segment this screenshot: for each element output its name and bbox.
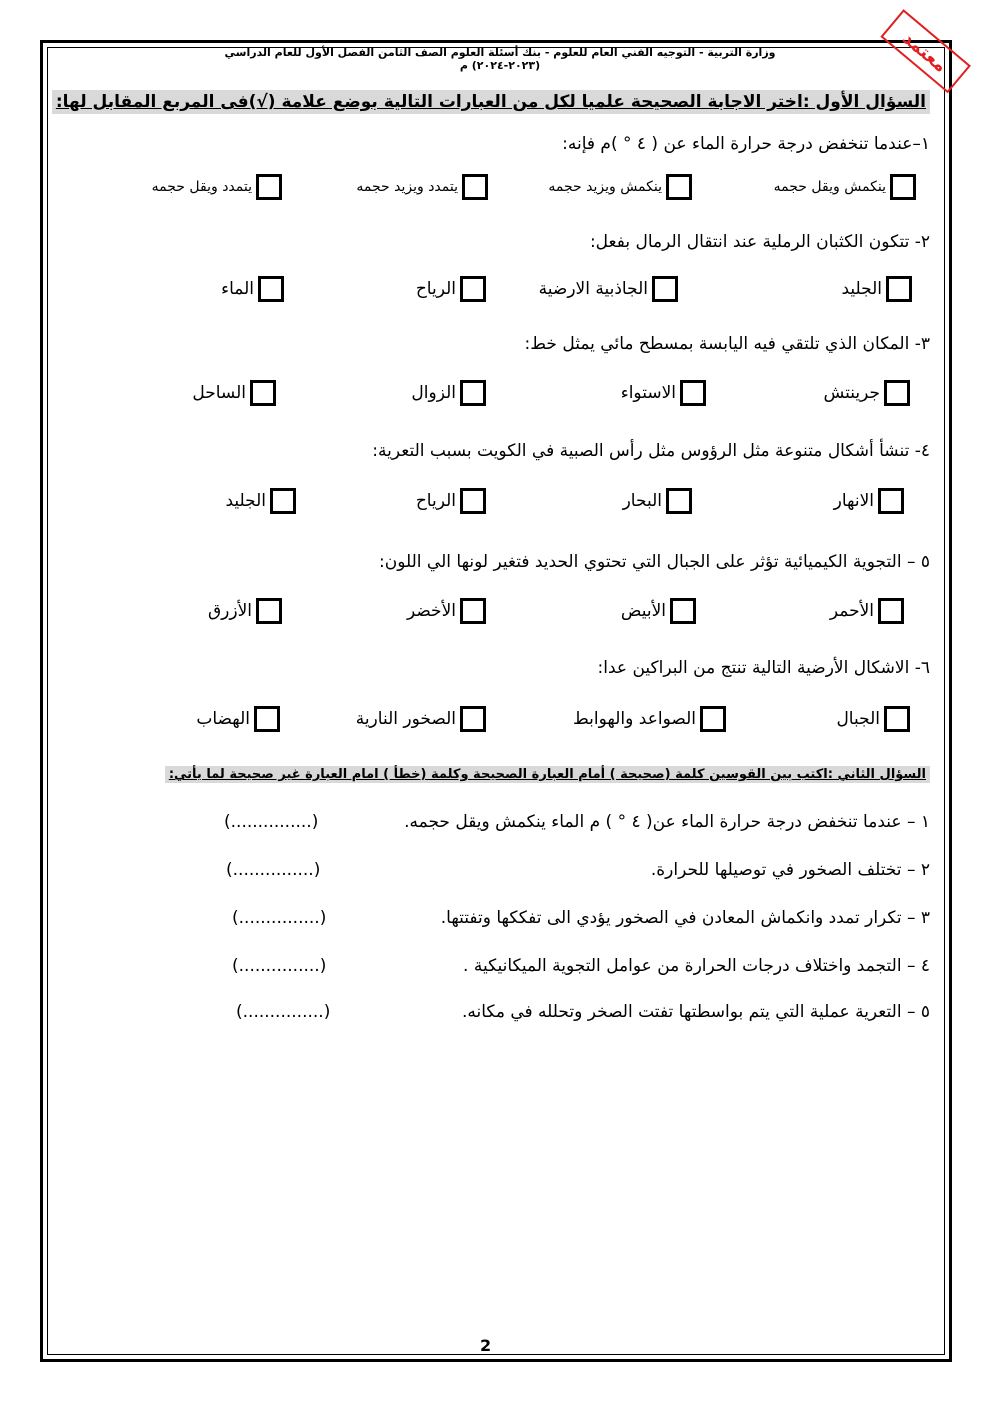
- checkbox[interactable]: [884, 380, 910, 406]
- checkbox[interactable]: [460, 488, 486, 514]
- checkbox[interactable]: [886, 276, 912, 302]
- page-header: وزارة التربية - التوجيه الفني العام للعلوم - بنك أسئلة العلوم الصف الثامن الفصل الأول للعام الدراسي (٢٠٢٣-٢٠٢٤) م: [224, 46, 776, 72]
- checkbox[interactable]: [460, 276, 486, 302]
- question-3: ٣- المكان الذي تلتقي فيه اليابسة بمسطح مائي يمثل خط:: [524, 334, 930, 354]
- question-5: ٥ – التجوية الكيميائية تؤثر على الجبال التي تحتوي الحديد فتغير لونها الي اللون:: [378, 552, 930, 572]
- q1-option-1[interactable]: ينكمش ويقل حجمه: [774, 174, 916, 200]
- section2-title: السؤال الثاني :اكتب بين القوسين كلمة (صحيحة ) أمام العبارة الصحيحة وكلمة (خطأ ) امام العبارة غير صحيحة لما يأتي:: [165, 766, 930, 783]
- tf-statement-1: ١ – عندما تنخفض درجة حرارة الماء عن( ٤ ° ) م الماء ينكمش ويقل حجمه.: [404, 812, 930, 832]
- checkbox[interactable]: [670, 598, 696, 624]
- checkbox[interactable]: [652, 276, 678, 302]
- q3-option-3[interactable]: الزوال: [411, 380, 486, 406]
- tf-statement-5: ٥ – التعرية عملية التي يتم بواسطتها تفتت الصخر وتحلله في مكانه.: [462, 1002, 930, 1022]
- q6-option-2[interactable]: الصواعد والهوابط: [573, 706, 726, 732]
- checkbox[interactable]: [270, 488, 296, 514]
- checkbox[interactable]: [700, 706, 726, 732]
- checkbox[interactable]: [878, 488, 904, 514]
- q1-option-3[interactable]: يتمدد ويزيد حجمه: [356, 174, 488, 200]
- checkbox[interactable]: [254, 706, 280, 732]
- q5-option-1[interactable]: الأحمر: [830, 598, 904, 624]
- checkbox[interactable]: [666, 488, 692, 514]
- tf-statement-4: ٤ – التجمد واختلاف درجات الحرارة من عوامل التجوية الميكانيكية .: [463, 956, 930, 976]
- page-number: 2: [480, 1336, 492, 1355]
- question-4: ٤- تنشأ أشكال متنوعة مثل الرؤوس مثل رأس الصبية في الكويت بسبب التعرية:: [372, 441, 930, 461]
- section1-title: السؤال الأول :اختر الاجابة الصحيحة علميا لكل من العبارات التالية بوضع علامة (√)فى المربع المقابل لها:: [52, 90, 930, 114]
- q3-option-2[interactable]: الاستواء: [621, 380, 706, 406]
- q2-option-3[interactable]: الرياح: [416, 276, 486, 302]
- approval-stamp: [870, 4, 980, 100]
- tf-answer-blank-5[interactable]: (...............): [236, 1002, 331, 1022]
- question-1: ١–عندما تنخفض درجة حرارة الماء عن ( ٤ ° )م فإنه:: [562, 134, 930, 154]
- tf-answer-blank-1[interactable]: (...............): [224, 812, 319, 832]
- tf-answer-blank-3[interactable]: (...............): [232, 908, 327, 928]
- q5-option-3[interactable]: الأخضر: [407, 598, 486, 624]
- q2-option-1[interactable]: الجليد: [841, 276, 912, 302]
- q2-option-2[interactable]: الجاذبية الارضية: [539, 276, 678, 302]
- question-6: ٦- الاشكال الأرضية التالية تنتج من البراكين عدا:: [597, 658, 930, 678]
- q4-option-3[interactable]: الرياح: [416, 488, 486, 514]
- tf-statement-3: ٣ – تكرار تمدد وانكماش المعادن في الصخور يؤدي الى تفككها وتفتتها.: [440, 908, 930, 928]
- q5-option-2[interactable]: الأبيض: [621, 598, 696, 624]
- q3-option-4[interactable]: الساحل: [192, 380, 276, 406]
- checkbox[interactable]: [256, 174, 282, 200]
- q1-option-4[interactable]: يتمدد ويقل حجمه: [152, 174, 282, 200]
- checkbox[interactable]: [884, 706, 910, 732]
- q1-option-2[interactable]: ينكمش ويزيد حجمه: [548, 174, 692, 200]
- checkbox[interactable]: [460, 598, 486, 624]
- checkbox[interactable]: [256, 598, 282, 624]
- q6-option-4[interactable]: الهضاب: [196, 706, 280, 732]
- q3-option-1[interactable]: جرينتش: [823, 380, 910, 406]
- checkbox[interactable]: [878, 598, 904, 624]
- q6-option-1[interactable]: الجبال: [836, 706, 910, 732]
- q5-option-4[interactable]: الأزرق: [208, 598, 282, 624]
- q6-option-3[interactable]: الصخور النارية: [356, 706, 486, 732]
- checkbox[interactable]: [460, 380, 486, 406]
- checkbox[interactable]: [666, 174, 692, 200]
- checkbox[interactable]: [258, 276, 284, 302]
- q2-option-4[interactable]: الماء: [221, 276, 284, 302]
- question-2: ٢- تتكون الكثبان الرملية عند انتقال الرمال بفعل:: [589, 232, 930, 252]
- checkbox[interactable]: [460, 706, 486, 732]
- approval-stamp-text: معتمد: [898, 27, 952, 77]
- checkbox[interactable]: [462, 174, 488, 200]
- q4-option-1[interactable]: الانهار: [834, 488, 904, 514]
- q4-option-4[interactable]: الجليد: [225, 488, 296, 514]
- checkbox[interactable]: [890, 174, 916, 200]
- tf-answer-blank-4[interactable]: (...............): [232, 956, 327, 976]
- q4-option-2[interactable]: البحار: [623, 488, 692, 514]
- checkbox[interactable]: [250, 380, 276, 406]
- tf-answer-blank-2[interactable]: (...............): [226, 860, 321, 880]
- checkbox[interactable]: [680, 380, 706, 406]
- tf-statement-2: ٢ – تختلف الصخور في توصيلها للحرارة.: [650, 860, 930, 880]
